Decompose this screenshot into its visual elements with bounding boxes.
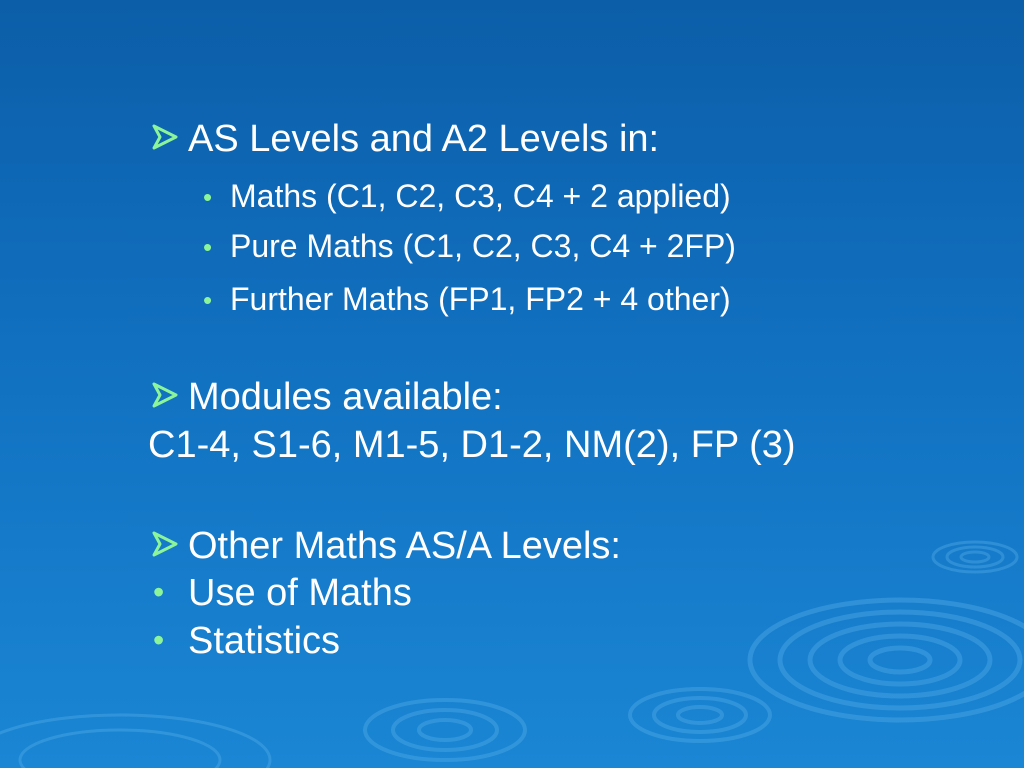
dot-bullet-icon: • xyxy=(203,285,213,315)
arrow-bullet-icon xyxy=(150,380,180,410)
arrow-bullet-icon xyxy=(150,122,180,152)
section1-item-maths: Maths (C1, C2, C3, C4 + 2 applied) xyxy=(230,178,731,214)
dot-bullet-icon: • xyxy=(153,622,165,658)
section2-heading: Modules available: xyxy=(188,376,503,418)
section3-heading: Other Maths AS/A Levels: xyxy=(188,525,621,567)
section1-item-further-maths: Further Maths (FP1, FP2 + 4 other) xyxy=(230,281,731,317)
dot-bullet-icon: • xyxy=(153,574,165,610)
arrow-bullet-icon xyxy=(150,529,180,559)
dot-bullet-icon: • xyxy=(203,232,213,262)
section1-item-pure-maths: Pure Maths (C1, C2, C3, C4 + 2FP) xyxy=(230,228,736,264)
section2-detail: C1-4, S1-6, M1-5, D1-2, NM(2), FP (3) xyxy=(148,424,796,466)
section3-item-statistics: Statistics xyxy=(188,620,341,662)
section1-heading: AS Levels and A2 Levels in: xyxy=(188,118,660,160)
dot-bullet-icon: • xyxy=(203,182,213,212)
section3-item-use-of-maths: Use of Maths xyxy=(188,572,412,614)
